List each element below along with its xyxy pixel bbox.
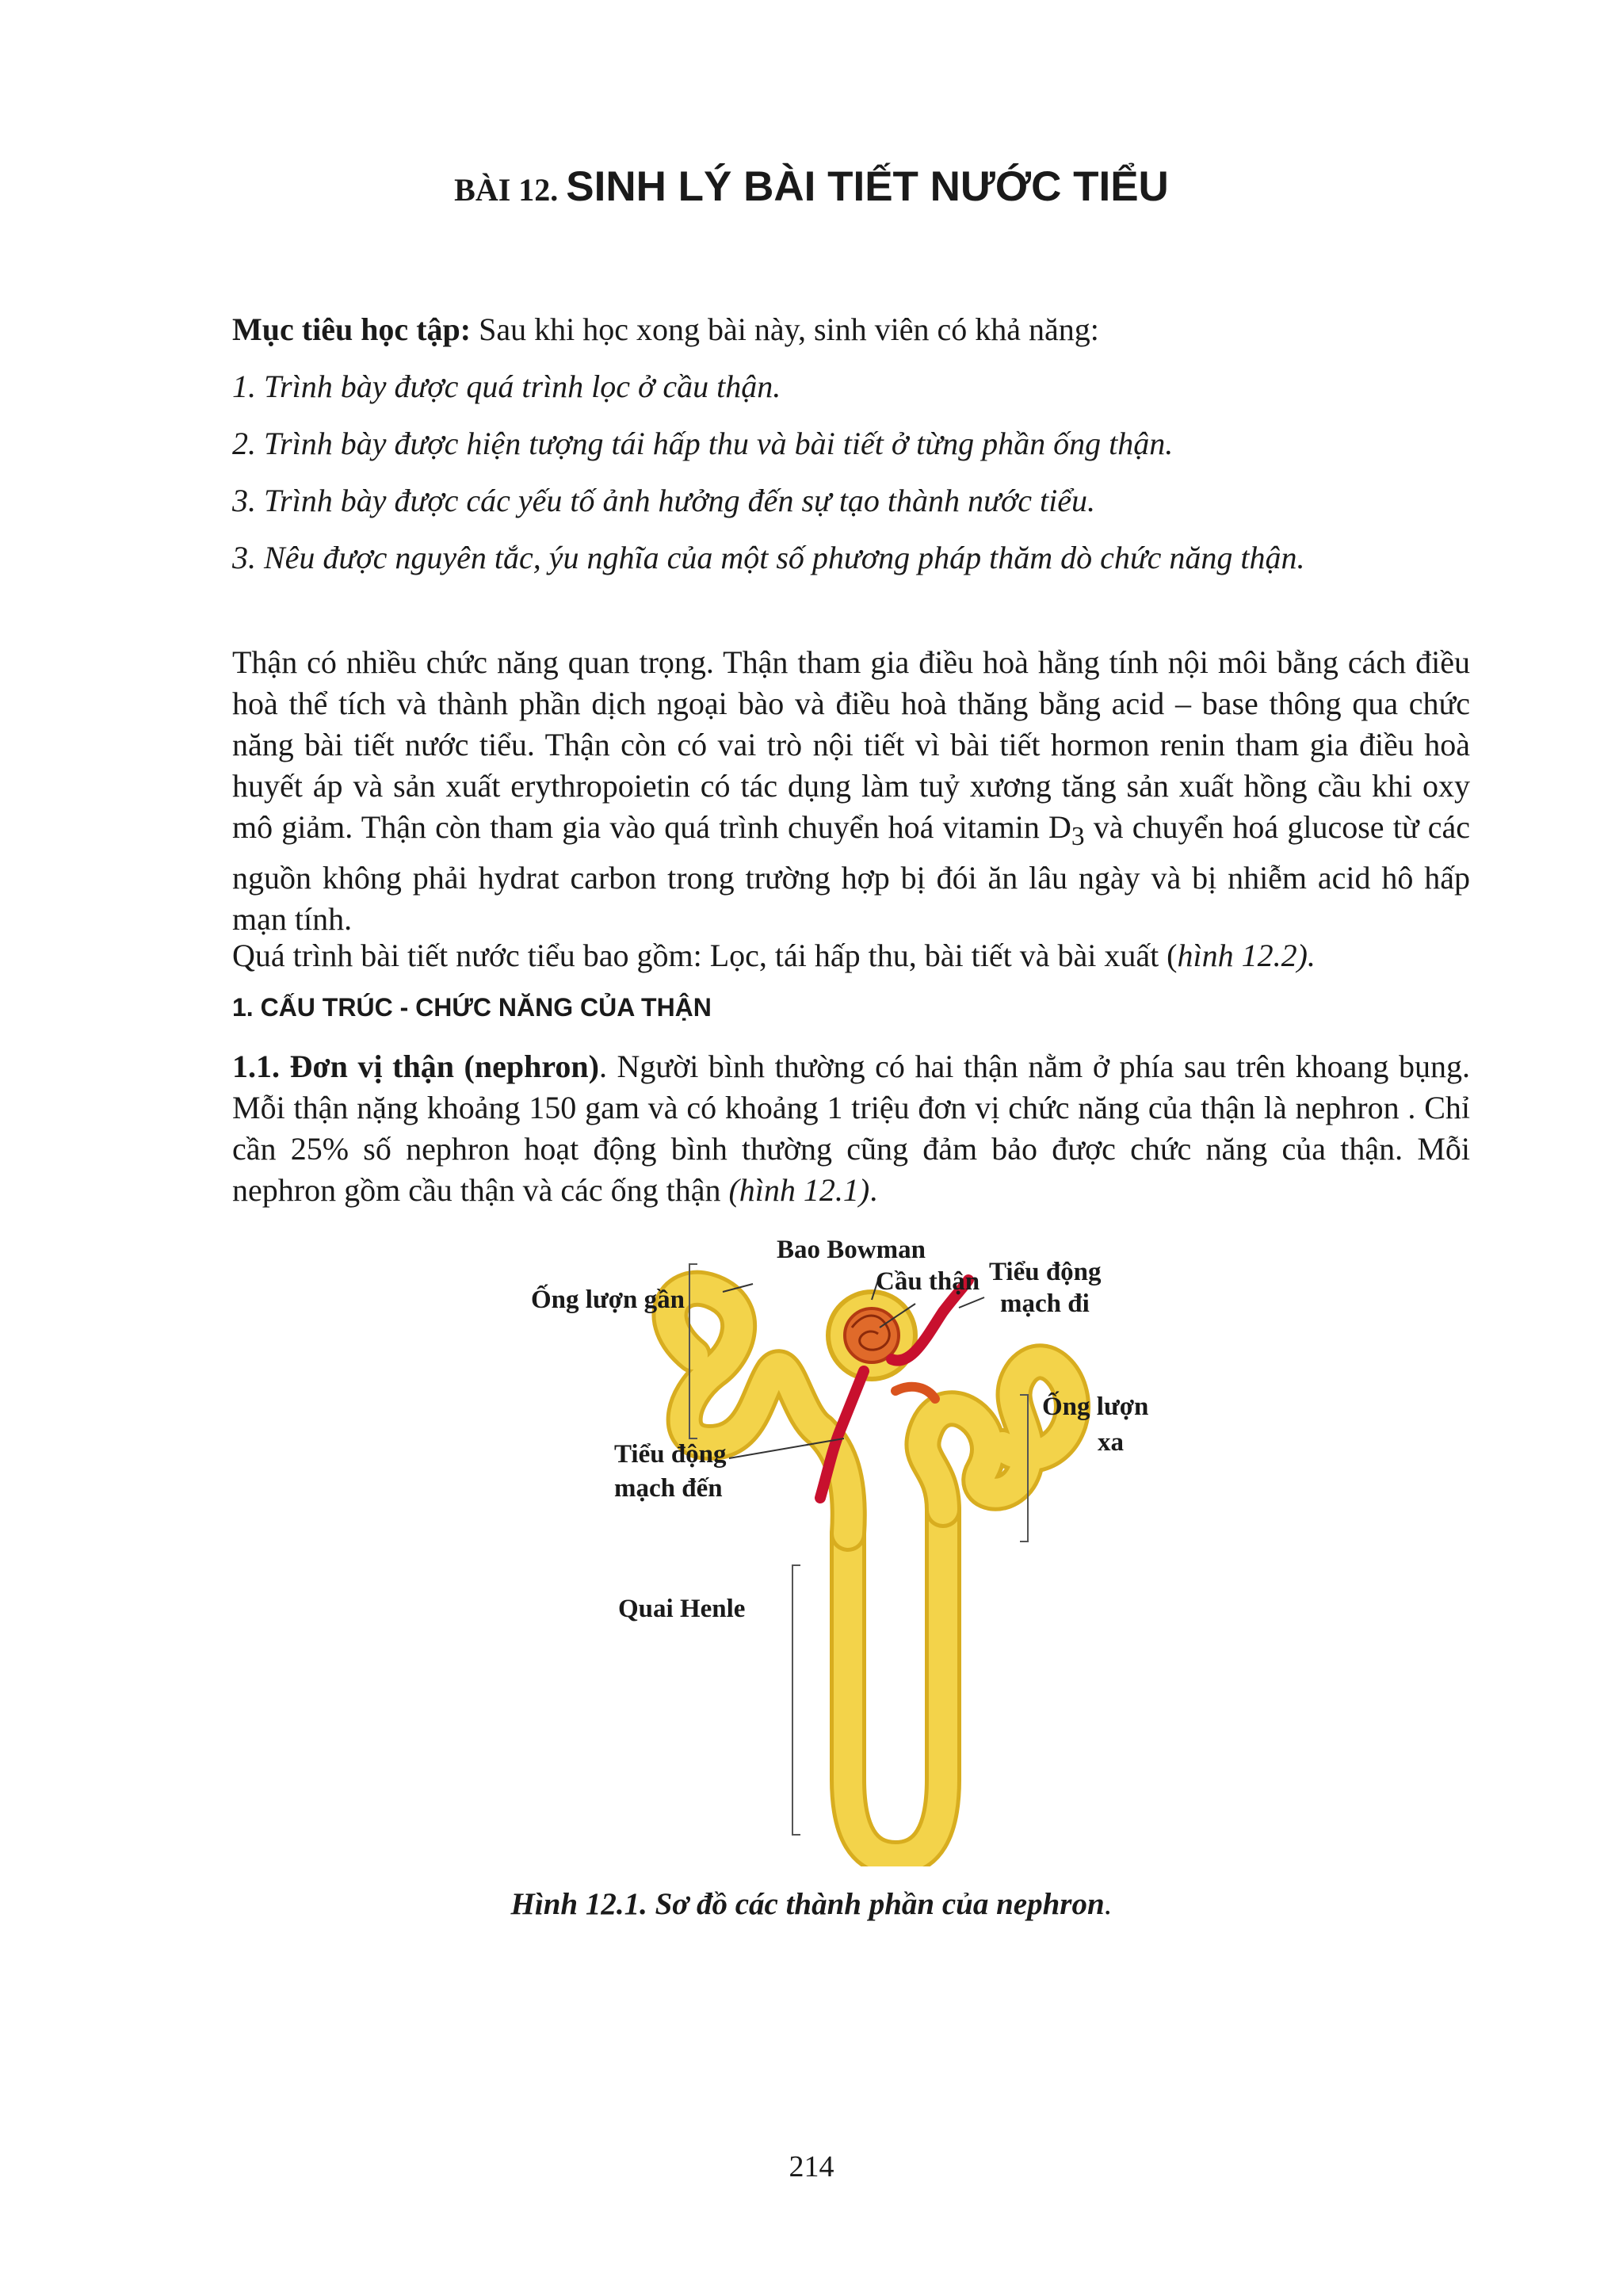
label-bao-bowman: Bao Bowman xyxy=(777,1236,926,1264)
subscript: 3 xyxy=(1071,822,1085,851)
objectives-label: Mục tiêu học tập: xyxy=(232,311,472,347)
figure-reference: (hình 12.1) xyxy=(728,1172,870,1208)
page-number: 214 xyxy=(789,2150,834,2183)
lesson-title-text: SINH LÝ BÀI TIẾT NƯỚC TIỂU xyxy=(566,163,1169,210)
objective-item: 3. Trình bày được các yếu tố ảnh hưởng đến sự tạo thành nước tiểu. xyxy=(232,483,1095,518)
process-paragraph: Quá trình bài tiết nước tiểu bao gồm: Lọc, tái hấp thu, bài tiết và bài xuất (hình 12.2). xyxy=(232,938,1316,973)
intro-paragraph: Thận có nhiều chức năng quan trọng. Thận tham gia điều hoà hằng tính nội môi bằng cách điều hoà thể tích và thành phần dịch ngoại bào và điều hoà thăng bằng acid – base thông qua chức năng bài tiết nước tiểu. Thận còn có vai trò nội tiết vì bài tiết hormon renin tham gia điều hoà huyết áp và sản xuất erythropoietin có tác dụng làm tuỷ xương tăng sản xuất hồng cầu khi oxy mô giảm. Thận còn tham gia vào quá trình chuyển hoá vitamin $D_3$ và chuyển hoá glucose từ các nguồn không phải hydrat carbon trong trường hợp bị đói ăn lâu ngày và bị nhiễm acid hô hấp mạn tính. xyxy=(232,644,1470,937)
learning-objectives xyxy=(232,301,1468,586)
label-ong-luon-gan: Ống lượn gần xyxy=(531,1286,685,1314)
label-ong-luon-xa: Ống lượn xyxy=(1042,1392,1149,1421)
objectives-lead-text: Sau khi học xong bài này, sinh viên có khả năng: xyxy=(471,311,1099,347)
label-ong-luon-xa: xa xyxy=(1098,1428,1124,1457)
objective-item: 2. Trình bày được hiện tượng tái hấp thu và bài tiết ở từng phần ống thận. xyxy=(232,426,1174,461)
objectives-lead xyxy=(232,301,1468,358)
subsection-label: 1.1. Đơn vị thận (nephron) xyxy=(232,1049,599,1084)
glomerulus xyxy=(828,1292,915,1379)
label-quai-henle: Quai Henle xyxy=(618,1595,746,1623)
lesson-number: BÀI 12. xyxy=(454,172,567,208)
objective-item: 3. Nêu được nguyên tắc, ýu nghĩa của một số phương pháp thăm dò chức năng thận. xyxy=(232,540,1305,575)
label-tieu-dong-mach-di: mạch đi xyxy=(1000,1289,1090,1318)
objective-item: 1. Trình bày được quá trình lọc ở cầu thận. xyxy=(232,369,781,404)
lesson-title xyxy=(0,162,1623,211)
label-tieu-dong-mach-di: Tiểu động xyxy=(989,1258,1102,1286)
nephron-paragraph: 1.1. Đơn vị thận (nephron). Người bình thường có hai thận nằm ở phía sau trên khoang bụng. Mỗi thận nặng khoảng 150 gam và có khoảng 1 triệu đơn vị chức năng của thận là nephron . Chỉ cần 25% số nephron hoạt động bình thường cũng đảm bảo được chức năng của thận. Mỗi nephron gồm cầu thận và các ống thận (hình 12.1). xyxy=(232,1049,1470,1208)
label-tieu-dong-mach-den: mạch đến xyxy=(614,1474,723,1503)
nephron-diagram xyxy=(515,1232,1212,1866)
label-tieu-dong-mach-den: Tiểu động xyxy=(614,1440,727,1469)
label-cau-than: Cầu thận xyxy=(876,1267,980,1296)
figure-reference: hình 12.2). xyxy=(1177,938,1316,973)
figure-caption: Hình 12.1. Sơ đồ các thành phần của nephron. xyxy=(510,1887,1113,1921)
section-heading: 1. CẤU TRÚC - CHỨC NĂNG CỦA THẬN xyxy=(232,993,712,1022)
